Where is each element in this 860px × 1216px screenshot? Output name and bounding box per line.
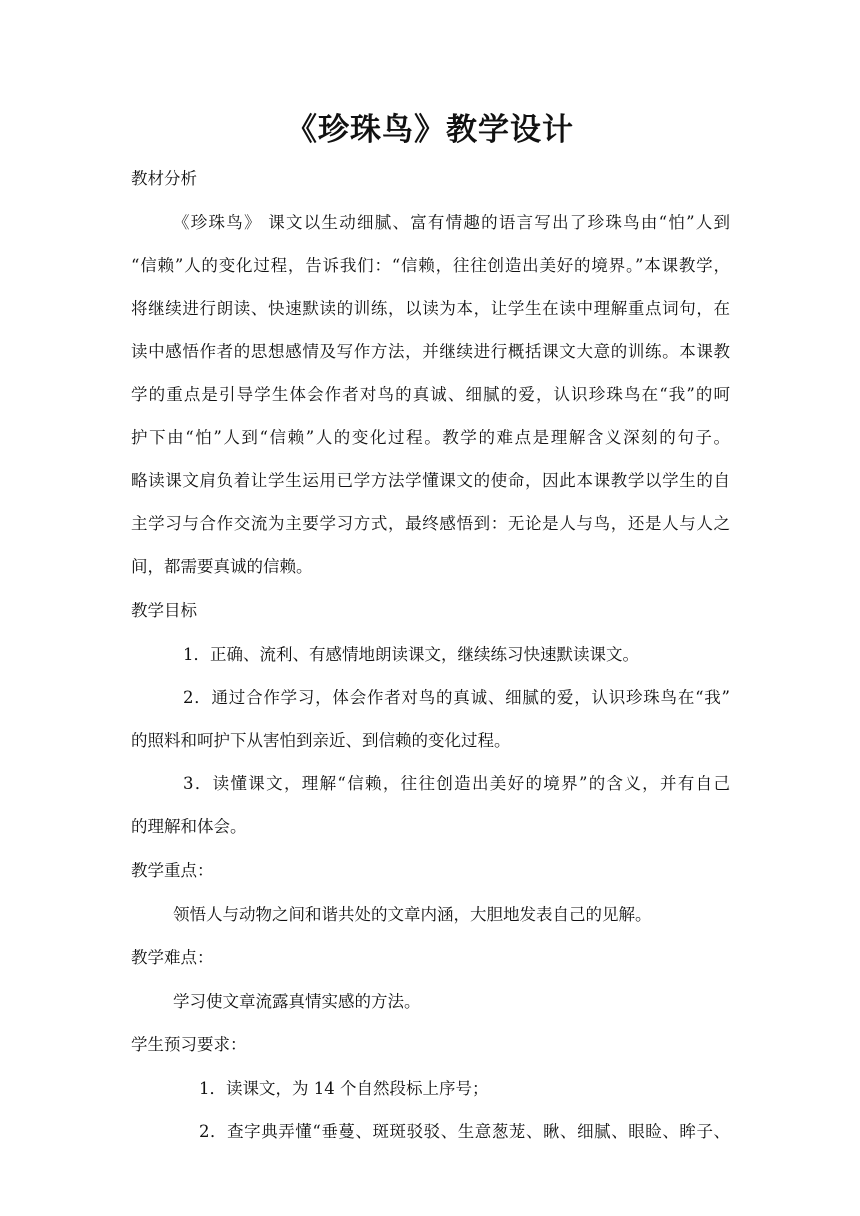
analysis-line-5: 学的重点是引导学生体会作者对鸟的真诚、细腻的爱，认识珍珠鸟在“我”的呵 xyxy=(131,385,730,404)
goal-2-continued: 的照料和呵护下从害怕到亲近、到信赖的变化过程。 xyxy=(131,731,511,750)
analysis-line-1: 《珍珠鸟》 课文以生动细腻、富有情趣的语言写出了珍珠鸟由“怕”人到 xyxy=(173,213,730,232)
document-title: 《珍珠鸟》教学设计 xyxy=(286,112,574,148)
analysis-line-8: 主学习与合作交流为主要学习方式，最终感悟到：无论是人与鸟，还是人与人之 xyxy=(131,514,730,533)
analysis-line-2: “信赖”人的变化过程，告诉我们：“信赖，往往创造出美好的境界。”本课教学， xyxy=(131,256,730,275)
analysis-line-3: 将继续进行朗读、快速默读的训练，以读为本，让学生在读中理解重点词句，在 xyxy=(131,299,730,318)
difficulties-text: 学习使文章流露真情实感的方法。 xyxy=(173,992,421,1011)
analysis-line-6: 护下由“怕”人到“信赖”人的变化过程。教学的难点是理解含义深刻的句子。 xyxy=(131,428,730,447)
difficulties-heading: 教学难点： xyxy=(131,948,214,967)
goal-3-continued: 的理解和体会。 xyxy=(131,817,247,836)
goal-1: 1．正确、流利、有感情地朗读课文，继续练习快速默读课文。 xyxy=(183,645,639,664)
preview-item-1: 1．读课文，为 14 个自然段标上序号； xyxy=(199,1079,489,1098)
goal-2: 2．通过合作学习，体会作者对鸟的真诚、细腻的爱，认识珍珠鸟在“我” xyxy=(183,688,730,707)
analysis-line-9: 间，都需要真诚的信赖。 xyxy=(131,557,313,576)
analysis-line-7: 略读课文肩负着让学生运用已学方法学懂课文的使命，因此本课教学以学生的自 xyxy=(131,471,730,490)
analysis-heading: 教材分析 xyxy=(131,169,197,188)
analysis-line-4: 读中感悟作者的思想感情及写作方法，并继续进行概括课文大意的训练。本课教 xyxy=(131,342,730,361)
preview-heading: 学生预习要求： xyxy=(131,1035,247,1054)
goals-heading: 教学目标 xyxy=(131,601,197,620)
goal-3: 3．读懂课文，理解“信赖，往往创造出美好的境界”的含义，并有自己 xyxy=(183,774,730,793)
key-points-heading: 教学重点： xyxy=(131,861,214,880)
preview-item-2: 2．查字典弄懂“垂蔓、斑斑驳驳、生意葱茏、瞅、细腻、眼睑、眸子、 xyxy=(199,1122,730,1141)
key-points-text: 领悟人与动物之间和谐共处的文章内涵，大胆地发表自己的见解。 xyxy=(173,905,652,924)
